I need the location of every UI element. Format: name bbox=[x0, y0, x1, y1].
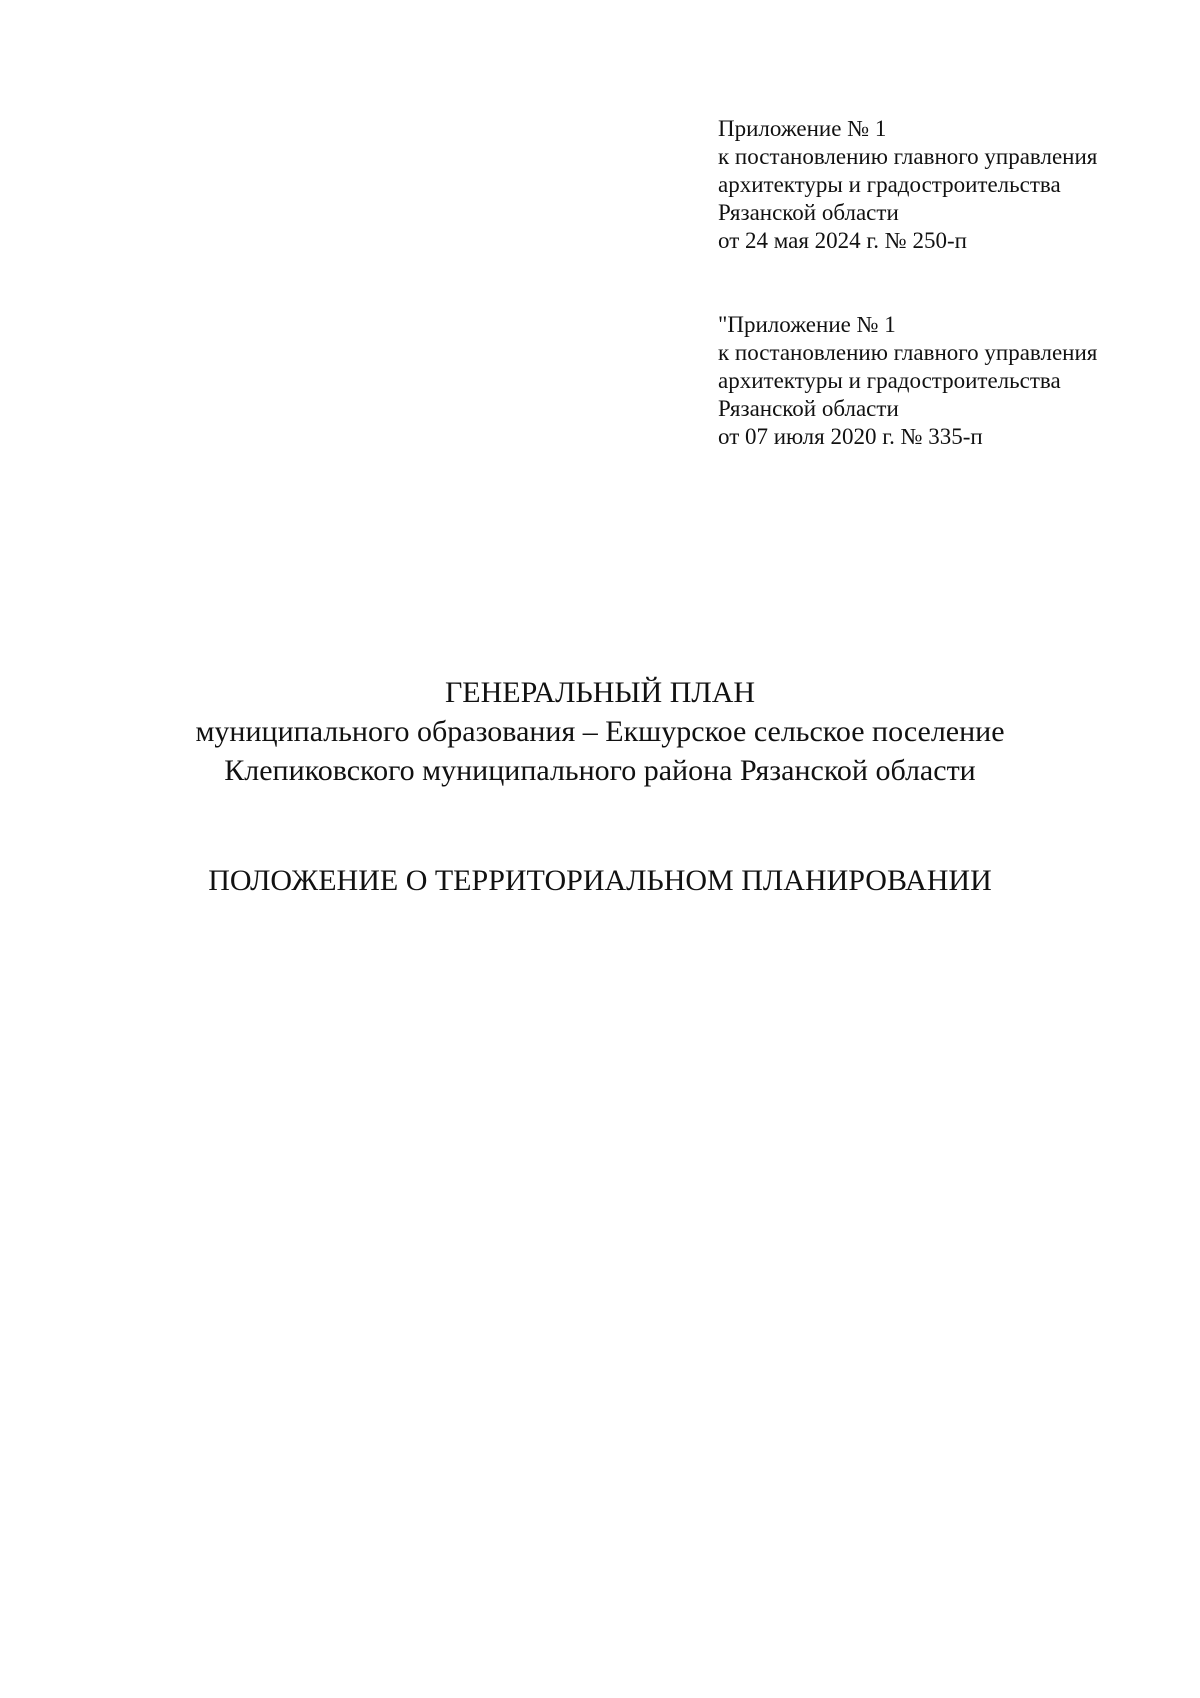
appendix-current-authority-line: архитектуры и градостроительства bbox=[718, 172, 1061, 197]
appendix-current-number: Приложение № 1 bbox=[718, 116, 887, 141]
appendix-current-region-line: Рязанской области bbox=[718, 200, 899, 225]
document-title: ГЕНЕРАЛЬНЫЙ ПЛАН bbox=[444, 676, 756, 709]
general-plan-title-block bbox=[0, 673, 1200, 790]
appendix-previous-date-line: от 07 июля 2020 г. № 335-п bbox=[718, 424, 983, 449]
district-line: Клепиковского муниципального района Рязанской области bbox=[224, 754, 976, 787]
appendix-current-resolution-line: к постановлению главного управления bbox=[718, 144, 1098, 169]
municipality-line: муниципального образования – Екшурское сельское поселение bbox=[195, 715, 1005, 748]
section-title: ПОЛОЖЕНИЕ О ТЕРРИТОРИАЛЬНОМ ПЛАНИРОВАНИИ bbox=[208, 864, 992, 897]
appendix-previous-authority-line: архитектуры и градостроительства bbox=[718, 368, 1061, 393]
appendix-current-date-line: от 24 мая 2024 г. № 250-п bbox=[718, 228, 967, 253]
appendix-current-block bbox=[718, 115, 1158, 255]
appendix-previous-region-line: Рязанской области bbox=[718, 396, 899, 421]
appendix-previous-resolution-line: к постановлению главного управления bbox=[718, 340, 1098, 365]
appendix-previous-number: "Приложение № 1 bbox=[718, 312, 896, 337]
territorial-planning-title-block bbox=[0, 861, 1200, 900]
appendix-previous-block bbox=[718, 311, 1158, 451]
